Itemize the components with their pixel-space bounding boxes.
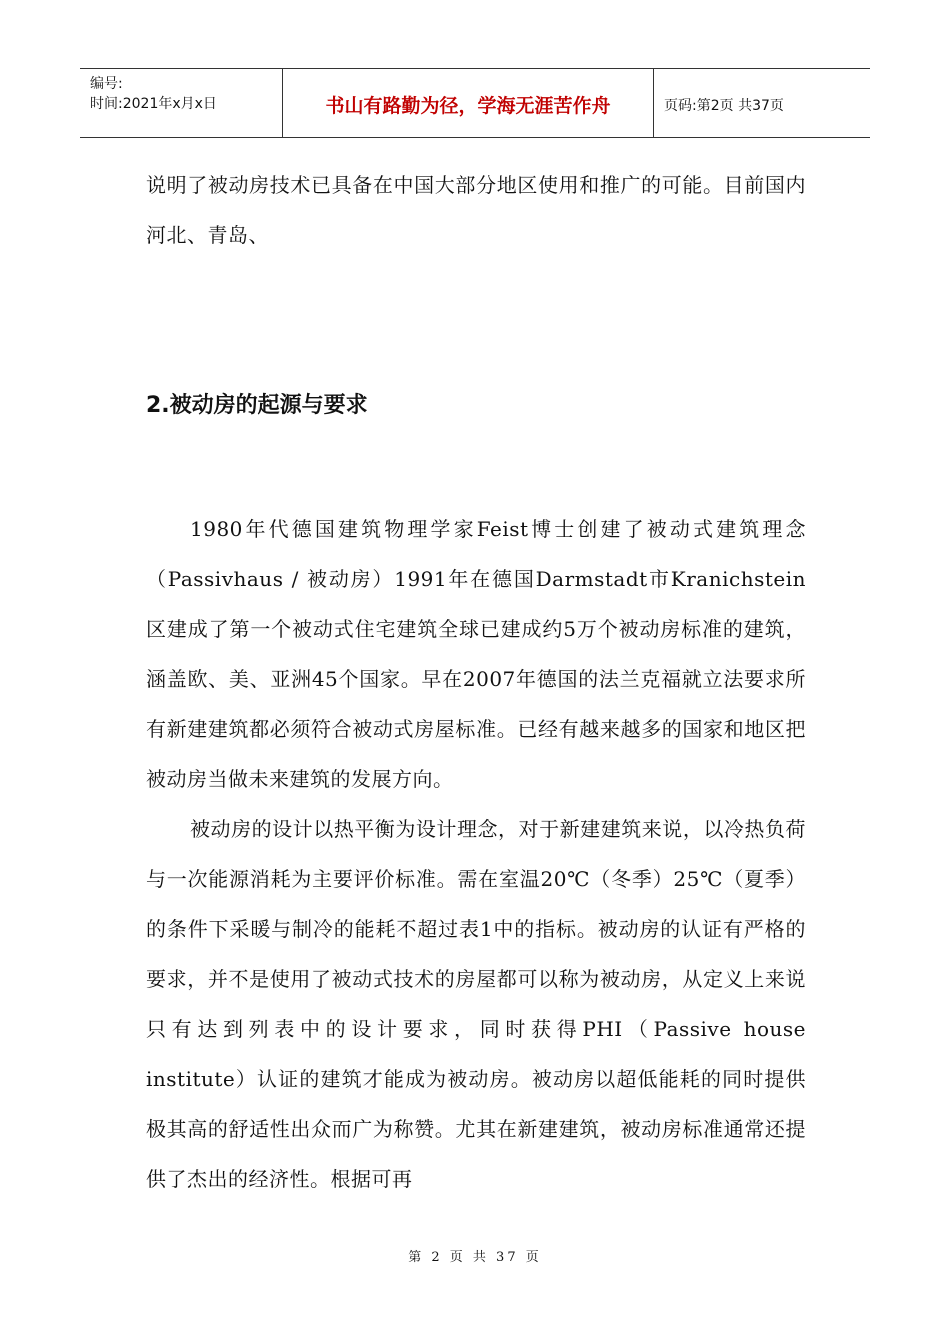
- time-label: 时间:2021年x月x日: [90, 96, 217, 112]
- header-motto: 书山有路勤为径，学海无涯苦作舟: [325, 95, 611, 117]
- number-label: 编号:: [90, 76, 123, 92]
- paragraph-intro-continued: 说明了被动房技术已具备在中国大部分地区使用和推广的可能。目前国内河北、青岛、: [146, 173, 806, 247]
- header-page-cell: [654, 69, 870, 137]
- paragraph-requirements: 被动房的设计以热平衡为设计理念，对于新建建筑来说，以冷热负荷与一次能源消耗为主要评价标准。需在室温20℃（冬季）25℃（夏季）的条件下采暖与制冷的能耗不超过表1中的指标。被动房的认证有严格的要求，并不是使用了被动式技术的房屋都可以称为被动房，从定义上来说只有达到列表中的设计要求，同时获得PHI（Passive house institute）认证的建筑才能成为被动房。被动房以超低能耗的同时提供极其高的舒适性出众而广为称赞。尤其在新建建筑，被动房标准通常还提供了杰出的经济性。根据可再: [146, 817, 806, 1191]
- header-meta-cell: [80, 69, 283, 137]
- page-footer: 第 2 页 共 37 页: [408, 1250, 542, 1265]
- header-page-info: 页码:第2页 共37页: [664, 98, 784, 114]
- header-motto-cell: [283, 69, 654, 137]
- section-heading: 2.被动房的起源与要求: [146, 393, 368, 418]
- page-header: [80, 68, 870, 138]
- paragraph-origin: 1980年代德国建筑物理学家Feist博士创建了被动式建筑理念（Passivhaus / 被动房）1991年在德国Darmstadt市Kranichstein区建成了第一个被动式住宅建筑全球已建成约5万个被动房标准的建筑，涵盖欧、美、亚洲45个国家。早在2007年德国的法兰克福就立法要求所有新建建筑都必须符合被动式房屋标准。已经有越来越多的国家和地区把被动房当做未来建筑的发展方向。: [146, 517, 806, 791]
